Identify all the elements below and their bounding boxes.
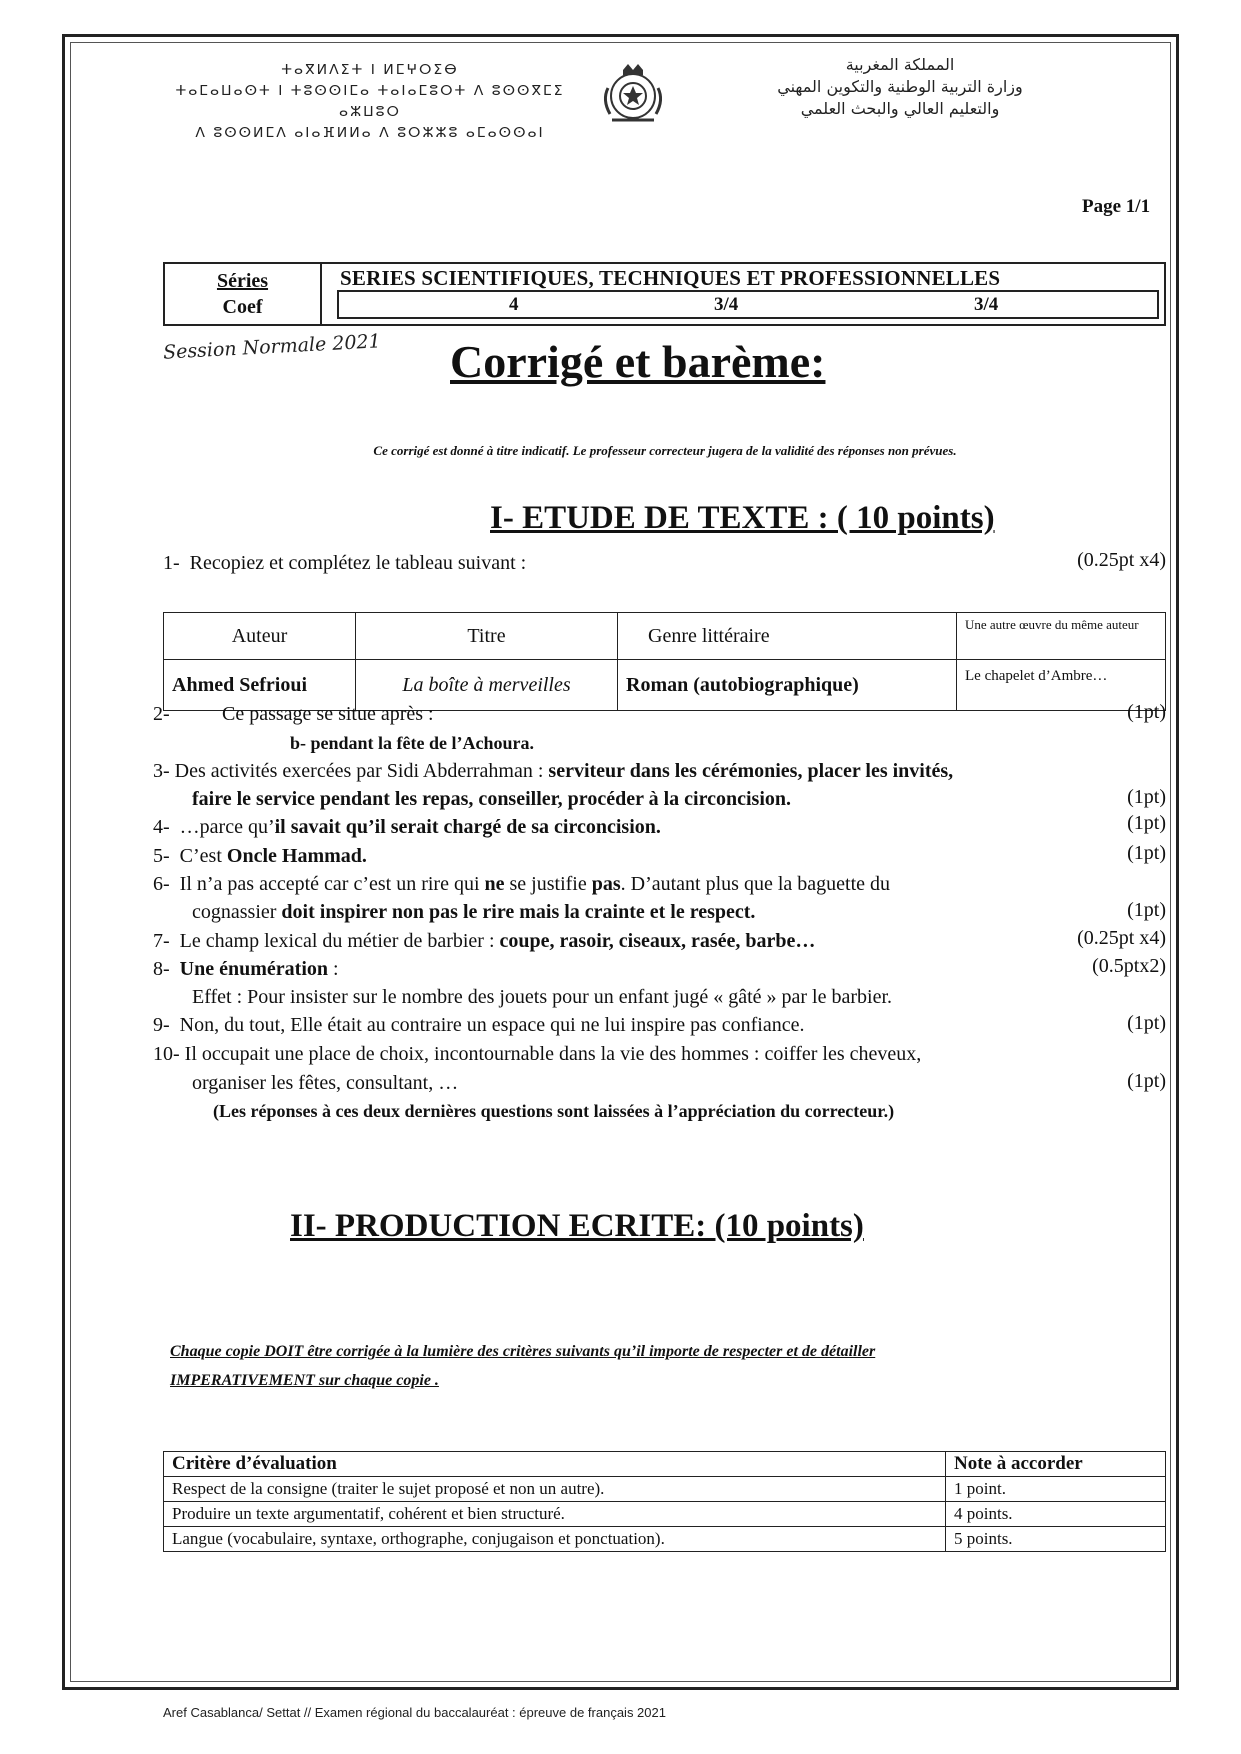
q-text: . D’autant plus que la baguette du [620, 873, 891, 895]
table-row [164, 1477, 1166, 1502]
coef-label: Coef [222, 296, 263, 318]
q1-points: (0.25pt x4) [1077, 549, 1166, 571]
q-answer: Oncle Hammad. [226, 845, 367, 867]
q-answer: il savait qu’il serait chargé de sa circoncision. [274, 816, 661, 838]
header-tifinagh-line: ⵜⴰⴳⵍⴷⵉⵜ ⵏ ⵍⵎⵖⵔⵉⴱ [281, 62, 459, 78]
q-text: Des activités exercées par Sidi Abderrahman : [174, 760, 549, 782]
table-row [164, 1502, 1166, 1527]
q10-points: (1pt) [1127, 1070, 1166, 1092]
table-cell: Langue (vocabulaire, syntaxe, orthographe, conjugaison et ponctuation). [164, 1527, 946, 1552]
coef-value: 3/4 [974, 294, 999, 315]
coef-box [337, 290, 1159, 319]
header-tifinagh-line: ⴷ ⵓⵙⵙⵍⵎⴷ ⴰⵏⴰⴼⵍⵍⴰ ⴷ ⵓⵔⵣⵣⵓ ⴰⵎⴰⵙⵙⴰⵏ [195, 125, 545, 141]
remark: (Les réponses à ces deux dernières questions sont laissées à l’appréciation du correcteur.) [213, 1101, 895, 1121]
table-cell: 5 points. [946, 1527, 1166, 1552]
page-number: Page 1/1 [1082, 196, 1151, 217]
table-header-row [164, 1452, 1166, 1477]
q-text: Le champ lexical du métier de barbier : [179, 930, 500, 952]
header-tifinagh-line: ⵜⴰⵎⴰⵡⴰⵙⵜ ⵏ ⵜⵓⵙⵙⵏⵎⴰ ⵜⴰⵏⴰⵎⵓⵔⵜ ⴷ ⵓⵙⵙⴳⵎⵉ ⴰⵣⵡⵓⵔ [175, 83, 565, 120]
table-cell: Le chapelet d’Ambre… [957, 660, 1166, 711]
table-header-cell: Note à accorder [946, 1452, 1166, 1477]
coef-value: 3/4 [714, 294, 739, 315]
section2-title: II- PRODUCTION ECRITE: (10 points) [290, 1208, 864, 1244]
q-answer: doit inspirer non pas le rire mais la crainte et le respect. [281, 901, 756, 923]
q-num: 5- [153, 845, 170, 867]
q9-points: (1pt) [1127, 1012, 1166, 1034]
q3-points: (1pt) [1127, 786, 1166, 808]
table-header-row [164, 613, 1166, 660]
header-arabic [730, 54, 1070, 120]
q5-line [153, 845, 367, 868]
table-header-cell: Titre [356, 613, 618, 660]
q-text: Il n’a pas accepté car c’est un rire qui [179, 873, 485, 895]
header-arabic-line: المملكة المغربية [845, 55, 955, 74]
correction-note: Ce corrigé est donné à titre indicatif. Le professeur correcteur jugera de la validité des réponses non prévues. [373, 443, 957, 458]
coat-of-arms-icon [598, 58, 668, 128]
q-answer: ne [484, 873, 505, 895]
q-num: 8- [153, 958, 170, 980]
series-label: Séries [216, 270, 269, 292]
q3-answer-line2: faire le service pendant les repas, conseiller, procéder à la circoncision. [192, 788, 791, 810]
table-header-cell: Genre littéraire [618, 613, 957, 660]
q-answer: serviteur dans les cérémonies, placer les invités, [548, 760, 954, 782]
table-cell: 1 point. [946, 1477, 1166, 1502]
page-title: Corrigé et barème: [450, 336, 826, 387]
q6-points: (1pt) [1127, 899, 1166, 921]
criteria-table [163, 1451, 1166, 1552]
criteria-intro-line: Chaque copie DOIT être corrigée à la lumière des critères suivants qu’il importe de respecter et de détailler [170, 1343, 876, 1360]
table-cell: Respect de la consigne (traiter le sujet proposé et non un autre). [164, 1477, 946, 1502]
q8-points: (0.5ptx2) [1092, 955, 1166, 977]
q2-answer: b- pendant la fête de l’Achoura. [290, 733, 534, 753]
q2-num: 2- [153, 703, 170, 725]
footer-text: Aref Casablanca/ Settat // Examen régional du baccalauréat : épreuve de français 2021 [163, 1705, 666, 1720]
series-title: SERIES SCIENTIFIQUES, TECHNIQUES ET PROFESSIONNELLES [340, 266, 1001, 290]
q6-line2 [192, 901, 755, 924]
q-text: : [328, 958, 339, 980]
q-text: …parce qu’ [179, 816, 275, 838]
session-handwritten: Session Normale 2021 [162, 330, 382, 364]
section1-title: I- ETUDE DE TEXTE : ( 10 points) [490, 500, 995, 536]
q8-line [153, 958, 339, 981]
table-header-cell: Une autre œuvre du même auteur [957, 613, 1166, 660]
table-row [164, 1527, 1166, 1552]
q-num: 4- [153, 816, 170, 838]
series-box [163, 262, 1166, 326]
table-cell: La boîte à merveilles [356, 660, 618, 711]
q9-line [153, 1014, 804, 1037]
q10-line1 [153, 1043, 921, 1066]
work-info-table [163, 612, 1166, 711]
series-label-cell [165, 264, 322, 324]
q-num: 1- [163, 552, 180, 574]
q4-line [153, 816, 661, 839]
q-text: cognassier [192, 901, 282, 923]
q-text: se justifie [504, 873, 592, 895]
q-text: Non, du tout, Elle était au contraire un espace qui ne lui inspire pas confiance. [179, 1014, 805, 1036]
q-num: 10- [153, 1043, 180, 1065]
coef-value: 4 [509, 294, 519, 315]
table-cell: Roman (autobiographique) [618, 660, 957, 711]
q-num: 9- [153, 1014, 170, 1036]
q10-line2: organiser les fêtes, consultant, … [192, 1072, 459, 1094]
q8-effect: Effet : Pour insister sur le nombre des jouets pour un enfant jugé « gâté » par le barbier. [192, 986, 892, 1008]
q-text: Recopiez et complétez le tableau suivant : [189, 552, 527, 574]
table-cell: 4 points. [946, 1502, 1166, 1527]
q1-text [163, 552, 526, 575]
q5-points: (1pt) [1127, 842, 1166, 864]
q-answer: Une énumération [179, 958, 328, 980]
q4-points: (1pt) [1127, 812, 1166, 834]
q-num: 3- [153, 760, 170, 782]
q6-line1 [153, 873, 890, 896]
criteria-intro [170, 1337, 875, 1395]
table-cell: Produire un texte argumentatif, cohérent et bien structuré. [164, 1502, 946, 1527]
header-arabic-line: وزارة التربية الوطنية والتكوين المهني [777, 77, 1023, 96]
q-num: 6- [153, 873, 170, 895]
table-cell: Ahmed Sefrioui [164, 660, 356, 711]
q-answer: coupe, rasoir, ciseaux, rasée, barbe… [499, 930, 816, 952]
header-arabic-line: والتعليم العالي والبحث العلمي [800, 99, 1000, 118]
q-answer: pas [591, 873, 621, 895]
q3-line1 [153, 760, 953, 783]
header-tifinagh [160, 60, 580, 144]
table-header-cell: Critère d’évaluation [164, 1452, 946, 1477]
q-text: C’est [179, 845, 227, 867]
q7-line [153, 930, 815, 953]
q-num: 7- [153, 930, 170, 952]
q-text: Il occupait une place de choix, incontournable dans la vie des hommes : coiffer les cheveux, [184, 1043, 922, 1065]
q2-points: (1pt) [1127, 701, 1166, 723]
criteria-intro-line: IMPERATIVEMENT sur chaque copie . [170, 1372, 439, 1389]
q2-text: Ce passage se situe après : [222, 703, 434, 725]
q7-points: (0.25pt x4) [1077, 927, 1166, 949]
table-header-cell: Auteur [164, 613, 356, 660]
